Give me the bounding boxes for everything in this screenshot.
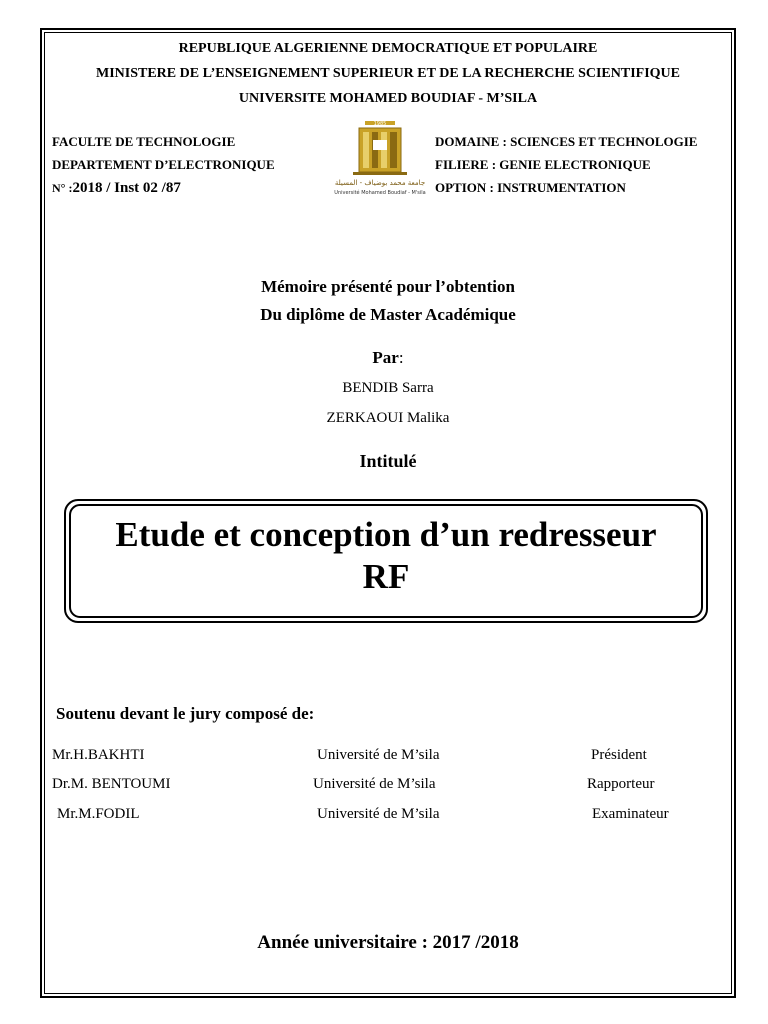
department-label: DEPARTEMENT D’ELECTRONIQUE — [52, 157, 275, 172]
jury-member-name: Mr.H.BAKHTI — [52, 747, 145, 763]
jury-member-institution: Université de M’sila — [317, 806, 440, 822]
jury-member-role: Examinateur — [592, 806, 669, 822]
thesis-title — [69, 514, 703, 598]
jury-member-institution: Université de M’sila — [313, 776, 436, 792]
header-university: UNIVERSITE MOHAMED BOUDIAF - M’SILA — [238, 91, 538, 106]
thesis-title-line1: Etude et conception d’un redresseur — [115, 515, 657, 554]
jury-member-name: Mr.M.FODIL — [57, 806, 140, 822]
registration-number — [52, 176, 275, 199]
thesis-title-line2: RF — [362, 557, 410, 596]
faculty-label: FACULTE DE TECHNOLOGIE — [52, 134, 236, 149]
domain-label: DOMAINE : SCIENCES ET TECHNOLOGIE — [435, 134, 698, 149]
logo-caption: Université Mohamed Boudiaf - M'sila — [334, 190, 426, 196]
jury-member-institution: Université de M’sila — [317, 747, 440, 763]
university-logo — [333, 118, 427, 200]
logo-arabic: جامعة محمد بوضياف - المسيلة — [334, 179, 426, 187]
thesis-intro-line1: Mémoire présenté pour l’obtention — [261, 277, 515, 296]
number-value: 2018 / Inst 02 /87 — [72, 180, 181, 196]
jury-heading: Soutenu devant le jury composé de: — [56, 704, 315, 723]
author-2: ZERKAOUI Malika — [326, 410, 450, 426]
jury-row — [0, 747, 768, 769]
title-label: Intitulé — [359, 451, 417, 471]
author-1: BENDIB Sarra — [342, 380, 434, 396]
jury-member-role: Rapporteur — [587, 776, 655, 792]
jury-row — [0, 806, 768, 828]
jury-row — [0, 776, 768, 798]
authors-heading — [40, 348, 736, 368]
university-logo-icon — [333, 118, 427, 200]
academic-year: Année universitaire : 2017 /2018 — [257, 932, 519, 953]
logo-year: 1985 — [373, 121, 387, 127]
thesis-intro-line2: Du diplôme de Master Académique — [260, 305, 516, 324]
field-label: FILIERE : GENIE ELECTRONIQUE — [435, 157, 651, 172]
jury-member-name: Dr.M. BENTOUMI — [52, 776, 171, 792]
by-label: Par — [372, 348, 399, 367]
option-label: OPTION : INSTRUMENTATION — [435, 180, 626, 195]
left-info-block — [52, 130, 275, 199]
header-ministry: MINISTERE DE L’ENSEIGNEMENT SUPERIEUR ET DE LA RECHERCHE SCIENTIFIQUE — [95, 66, 680, 81]
number-prefix: N° : — [52, 181, 73, 195]
jury-member-role: Président — [591, 747, 647, 763]
header-republic: REPUBLIQUE ALGERIENNE DEMOCRATIQUE ET POPULAIRE — [178, 41, 598, 56]
by-colon: : — [398, 348, 404, 367]
right-info-block — [435, 130, 697, 199]
